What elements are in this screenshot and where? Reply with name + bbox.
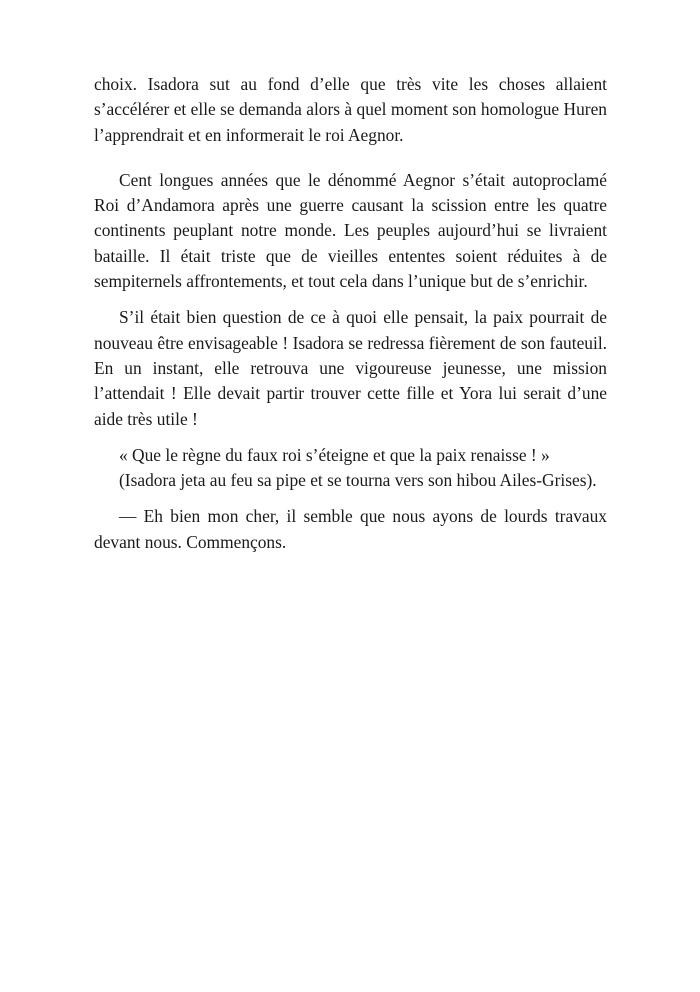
paragraph-continuation: choix. Isadora sut au fond d’elle que très vite les choses allaient s’accélérer et elle se demanda alors à quel moment son homologue Huren l’apprendrait et en informerait le roi Aegnor.	[94, 74, 607, 145]
paragraph-hope: S’il était bien question de ce à quoi elle pensait, la paix pourrait de nouveau être envisageable ! Isadora se redressa fièrement de son fauteuil. En un instant, elle retrouva une vigoureuse jeunesse, une mission l’attendait ! Elle devait partir trouver cette fille et Yora lui serait d’une aide très utile !	[94, 307, 607, 429]
paragraph-quote: « Que le règne du faux roi s’éteigne et que la paix renaisse ! »	[119, 444, 550, 465]
page-body	[94, 72, 607, 555]
paragraph-stage-direction: (Isadora jeta au feu sa pipe et se tourna vers son hibou Ailes-Grises).	[119, 470, 597, 491]
paragraph-history: Cent longues années que le dénommé Aegnor s’était autoproclamé Roi d’Andamora après une guerre causant la scission entre les quatre continents peuplant notre monde. Les peuples aujourd’hui se livraient bataille. Il était triste que de vieilles ententes soient réduites à de sempiternels affrontements, et tout cela dans l’unique but de s’enrichir.	[94, 169, 607, 292]
paragraph-dialogue: — Eh bien mon cher, il semble que nous ayons de lourds travaux devant nous. Commençons.	[94, 506, 607, 552]
